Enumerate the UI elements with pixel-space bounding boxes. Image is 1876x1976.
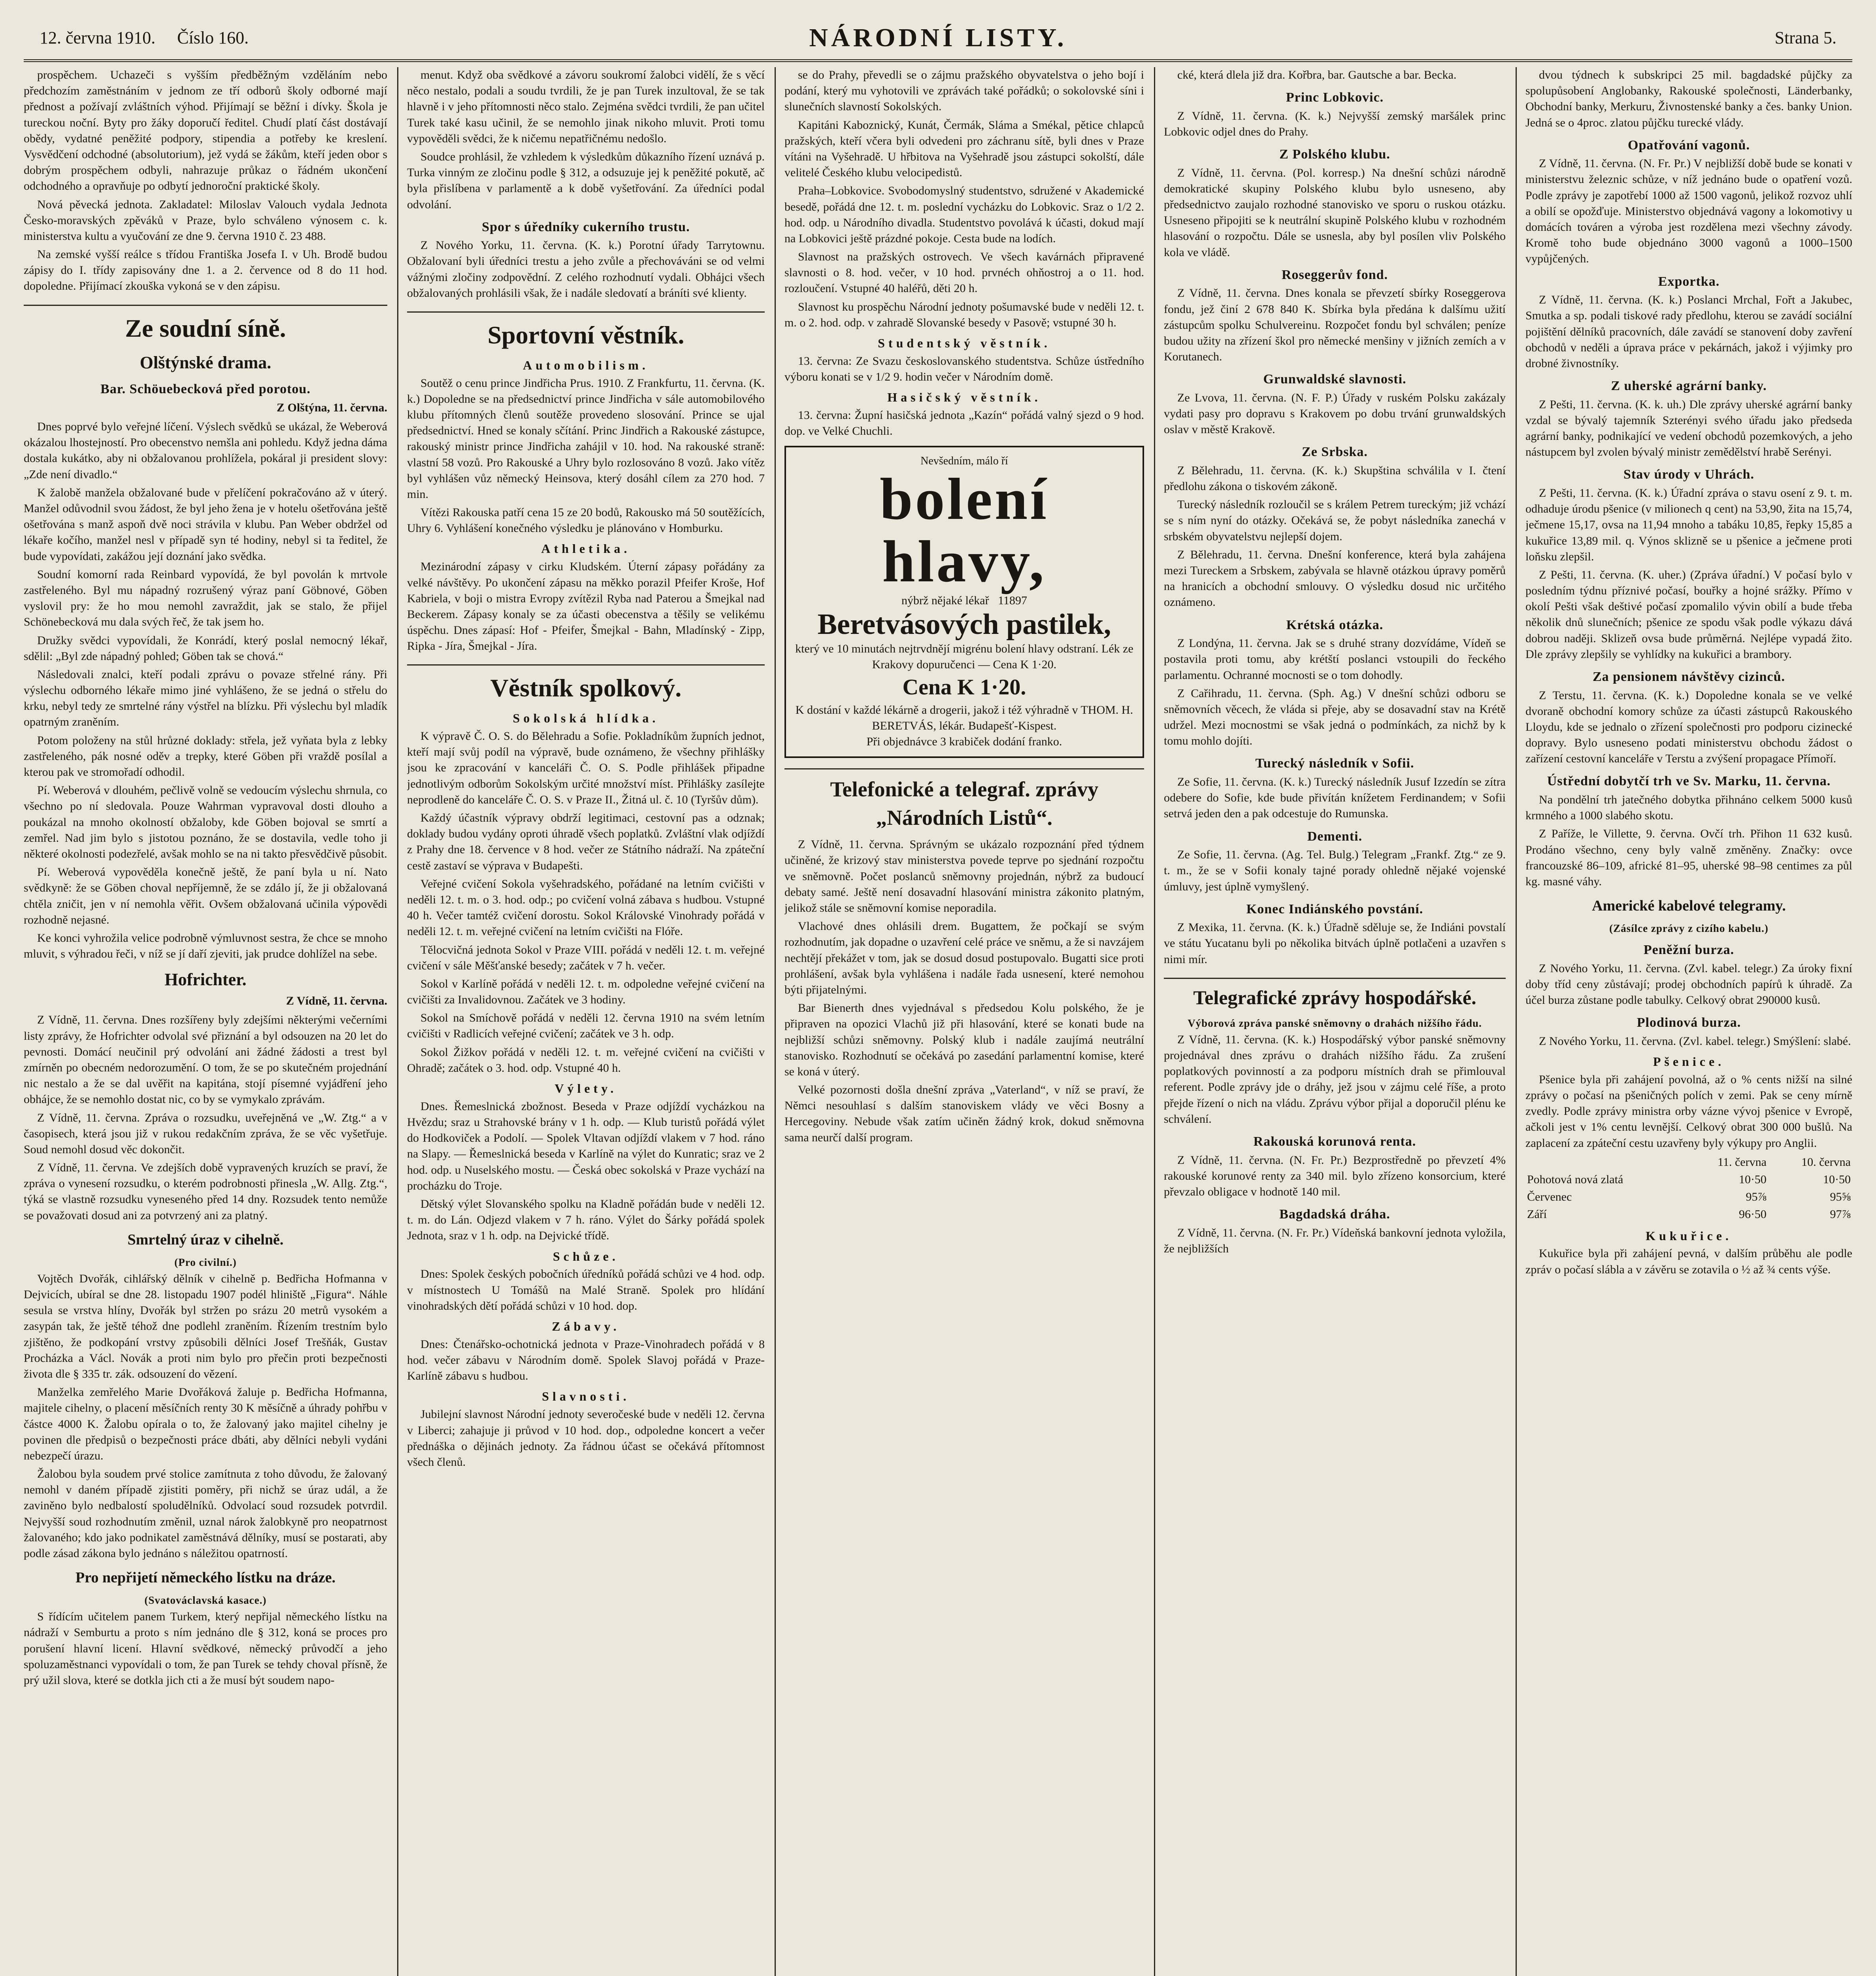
paragraph: Z Paříže, le Villette, 9. června. Ovčí trh. Přihon 11 632 kusů. Prodáno všechno, ceny byly valně změněny. Značky: ovce francouzské 86–109, africké 81–95, uherské 98–98 centimes za půl kg. masné váhy. (1525, 827, 1852, 888)
paragraph: Ze Sofie, 11. června. (K. k.) Turecký následník Jusuf Izzedín se zítra odebere do Sofie, kde bude přivítán knížetem Ferdinandem; v Sofii setrvá jeden den a pak odcestuje do Rumunska. (1164, 775, 1506, 820)
column-2 (407, 67, 765, 1976)
paragraph: Velké pozornosti došla dnešní zpráva „Vaterland“, v níž se praví, že Němci nesouhlasí s dalším stanoviskem vlády ve věci Bosny a Hercegoviny. Nebude však zatím učiněn žádný krok, dokud sněmovna sama neurčí další program. (784, 1083, 1144, 1144)
ad-footer-2: Při objednávce 3 krabiček dodání franko. (866, 735, 1062, 749)
rubric: Plodinová burza. (1637, 1015, 1741, 1030)
paragraph: Soudní komorní rada Reinbard vypovídá, že byl povolán k mrtvole zastřeleného. Byl mu nápadný rozrušený výraz paní Göbnové, Göben vyslovil pry: že ho mou nemohl zavraždit, jak se stalo, že přijel Schönebecková mu dala svých řeč, že tak jsem ho. (24, 568, 387, 629)
rubric: Za pensionem návštěvy cizinců. (1592, 669, 1785, 684)
paragraph: prospěchem. Uchazeči s vyšším předběžným vzděláním nebo předchozím zaměstnáním v jednom ze tří odborů školy odborné mají přednost a požívají zvláštních výhod. Přijímají se běžní i dívky. Škola je tureckou noční. Byty pro žáky doporučí ředitel. Chudí platí část dostávají obědy, vydatné peněžité podpory, stipendia a potřeby ke kreslení. Vysvědčení odchodné (absolutorium), jež vydá se žákům, kteří jeden obor s dobrým prospěchem odbyli, nahrazuje průkaz o řádném ukončení odchodného a opravňuje po odbytí jednoroční praktické školy. (24, 68, 387, 193)
paragraph: 13. června: Župní hasičská jednota „Kazín“ pořádá valný sjezd o 9 hod. dop. ve Velké Chuchli. (784, 409, 1144, 438)
paragraph: Z Pešti, 11. června. (K. k. uh.) Dle zprávy uherské agrární banky vzdal se bývalý tajemník Szterényi svého úřadu jako předseda agrární banky, podnikající ve vedení obchodů pozemkových, a jeho nástupcem byl zvolen bývalý ministr zemědělství hrabě Serényi. (1525, 398, 1852, 459)
rubric: Z Polského klubu. (1279, 147, 1390, 162)
paragraph: Z Vídně, 11. června. (K. k.) Poslanci Mrchal, Fořt a Jakubec, Smutka a sp. podali tiskové rady předlohu, kterou se zavádí sociální pojištění dělníků pracovních, dále zavádí se stanovení doby zavření obchodů v neděli a úprava práce v pekárnách, jakož i výjimky pro drobné živnostníky. (1525, 293, 1852, 370)
paragraph: Z Mexika, 11. června. (K. k.) Úřadně sděluje se, že Indiáni povstalí ve státu Yucatanu byli po několika bitvách úplně potlačeni a uzavřen s nimi mír. (1164, 921, 1506, 966)
paragraph: Ke konci vyhrožila velice podrobně výmluvnost sestra, že chce se mnoho mluvit, s výhradou řeči, v níž se jí daří zjeviti, jak prudce dohlížel na sebe. (24, 931, 387, 961)
paragraph: Z Vídně, 11. června. (N. Fr. Pr.) Bezprostředně po převzetí 4% rakouské korunové renty za 340 mil. bylo zřízeno konsorcium, které převzalo obligace v hodnotě 140 mil. (1164, 1153, 1506, 1198)
paragraph: Dětský výlet Slovanského spolku na Kladně pořádán bude v neděli 12. t. m. do Lán. Odjezd vlakem v 7 h. ráno. Výlet do Šárky pořádá spolek Jednota, sraz v 1 h. odp. na Dejvické třídě. (407, 1197, 765, 1243)
ad-tagline: Nevšedním, málo ří (920, 454, 1008, 467)
paragraph: Vojtěch Dvořák, cihlářský dělník v cihelně p. Bedřicha Hofmanna v Dejvicích, ubíral se dne 28. listopadu 1907 podél hliniště „Figura“. Náhle sesula se vrstva hlíny, Dvořák byl stržen po srázu 20 metrů vysokém a zasypán tak, že ještě téhož dne podlehl zraněním. Řízením trestním bylo zjištěno, že podkopání vrstvy způsobili dělníci Josef Trešňák, Gustav Procházka a Václ. Novák a proti nim bylo pro přečin proti bezpečnosti života dle § 335 tr. zák. odsouzení do vězení. (24, 1272, 387, 1380)
paragraph: Z Pešti, 11. června. (K. k.) Úřadní zpráva o stavu osení z 9. t. m. odhaduje úrodu pšenice (v milionech q cent) na 53,90, žita na 15,74, ječmene 15,17, ovsa na 11,94 mnoho a tabáku 10,85, řepky 15,85 a kukuřice 13,89 mil. q. Výnos sklizně se u pšenice a ječmene proti loňsku zlepšil. (1525, 486, 1852, 563)
paragraph: Z Vídně, 11. června. Správným se ukázalo rozpoznání před týdnem učiněné, že krizový stav ministerstva povede teprve po sjednání rozpočtu ve sněmovně. Počet poslanců sněmovny projednán, nýbrž za budoucí debaty samé. Ještě není dosavadní hlasování ministra zákonito platným, jelikož stále se sněmovní komise neporadila. (784, 838, 1144, 915)
paragraph: Z Vídně, 11. června. (N. Fr. Pr.) Vídeňská bankovní jednota vyložila, že nejbližších (1164, 1226, 1506, 1255)
rubric: Krétská otázka. (1286, 617, 1384, 632)
paragraph: K žalobě manžela obžalované bude v přelíčení pokračováno až v úterý. Manžel odůvodnil svou žádost, že byl jeho žena je v hotelu ošetřována ještě ošetřována s manž aspoň dvě noci strávila v klubu. Pan Weber obdržel od lékaře kočího, manžel nesl v případě syn té hodiny, nebyl si ta ředitel, že bude vypovídati, zakážou její doznání jako svědka. (24, 486, 387, 563)
table-header-row (1525, 1154, 1852, 1171)
date-label: 12. června 1910. (40, 28, 156, 47)
column-rule (775, 67, 776, 1976)
rubric: Roseggerův fond. (1281, 267, 1388, 282)
masthead: NÁRODNÍ LISTY. (809, 23, 1067, 52)
paragraph: Z Bělehradu, 11. června. Dnešní konference, která byla zahájena mezi Tureckem a Srbskem, zabývala se hlavně otázkou úpravy poměrů na hranicích a obchodní smlouvy. O výsledku dosud nic určitého oznámeno. (1164, 548, 1506, 609)
paragraph: Na pondělní trh jatečného dobytka přihnáno celkem 5000 kusů krmného a 1000 slabého skotu. (1525, 793, 1852, 822)
rubric: Sokolská hlídka. (513, 711, 659, 726)
rubric: Pšenice. (1653, 1054, 1725, 1069)
paragraph: Sokol Žižkov pořádá v neděli 12. t. m. veřejné cvičení na cvičišti v Ohradě; začátek o 3. hod. odp. Vstupné 40 h. (407, 1045, 765, 1075)
paragraph: Následovali znalci, kteří podali zprávu o povaze střelné rány. Při výslechu odborného lékaře mimo jiné vyhlášeno, že se jedná o střelu do krku, nebyl tedy ze smrtelné rány výstřel na blízku. Při výslechu byl mladík opatrným zraněním. (24, 667, 387, 729)
table-cell: 95⅞ (1746, 1190, 1767, 1204)
table-cell: Září (1527, 1208, 1547, 1221)
paragraph: Jubilejní slavnost Národní jednoty severočeské bude v neděli 12. června v Liberci; zahajuje ji průvod v 10 hod. dop., odpoledne koncert a večer přednáška o dějinách jednoty. Za řádnou účast se očekává přítomnost všech členů. (407, 1408, 765, 1469)
paragraph: Ze Sofie, 11. června. (Ag. Tel. Bulg.) Telegram „Frankf. Ztg.“ ze 9. t. m., že se v Sofii konaly tajné porady ohledně nějaké vojenské úmluvy, jest úplně vymyšlený. (1164, 848, 1506, 893)
rubric: Kukuřice. (1646, 1228, 1732, 1243)
article-subtitle: Výborová zpráva panské sněmovny o drahách nižšího řádu. (1188, 1017, 1482, 1029)
paragraph: Dnes: Spolek českých pobočních úředníků pořádá schůzi ve 4 hod. odp. v místnostech U Tomášů na Malé Straně. Spolek pro hlídání vinohradských dětí pořádá schůzi v 10 hod. dop. (407, 1267, 765, 1312)
paragraph: Pí. Weberová v dlouhém, pečlivě volně se vedoucím výslechu shrnula, co všechno po ní sledovala. Pouze Wahrman vypravoval dosti dlouho a poukázal na mnoho okolností obžaloby, kde Göben bojoval se smrtí a zemřel. Nad jim bylo s jistotou poznáno, že se dostavila, vedle toho ji některé okolnosti podezřelé, avšak mohlo se na ni takto přesvědčivě působit. (24, 784, 387, 860)
section-title: Telefonické a telegraf. zprávy „Národních Listů“. (784, 768, 1144, 832)
paragraph: 13. června: Ze Svazu českoslovanského studentstva. Schůze ústředního výboru konati se v 1/2 9. hodin večer v Národním domě. (784, 354, 1144, 384)
table-header-cell: 10. června (1801, 1155, 1851, 1169)
column-3 (784, 67, 1144, 1976)
section-title: Sportovní věstník. (407, 311, 765, 352)
table-row (1525, 1171, 1852, 1188)
paragraph: Z Vídně, 11. června. Dnes rozšířeny byly zdejšími některými večerními listy zprávy, že Hofrichter odvolal své přiznání a byl odsouzen na 20 let do pevnosti. Domácí neučinil prý odvolání ani žádné žádosti a trest byl zmírněn po obecném nedorozumění. O tom, že se po skutečném projednání nic nestalo a že se dal uvěřit na kapitána, stojí písemné vyjádření jeho obhájce, že se nemohlo dostat nic, co by se vymykalo zprávám. (24, 1013, 387, 1106)
article-title: Olštýnské drama. (140, 353, 272, 373)
paragraph: Z Nového Yorku, 11. června. (Zvl. kabel. telegr.) Za úroky fixní doby tříd ceny zůstávají; prodej obchodních papírů k úhradě. Za účel burza zůstane podle tabulky. Celkový obrat 290000 kusů. (1525, 962, 1852, 1007)
issue-number: Číslo 160. (177, 28, 249, 47)
table-row (1525, 1188, 1852, 1206)
paragraph: Z Vídně, 11. června. (K. k.) Hospodářský výbor panské sněmovny projednával dnes zprávu o drahách nižšího řádu. Za zrušení poplatkových povinností a za podporu místních drah se přimlouval referent. Podle zprávy jde o dráhy, jež jsou v zájmu celé říše, a proto přejde řízení o nich na vládu. Zprávu výbor přijal a doporučil plénu ke schválení. (1164, 1033, 1506, 1126)
rubric: Slavnosti. (542, 1389, 630, 1404)
rubric: Opatřování vagonů. (1628, 138, 1750, 153)
paragraph: Z Vídně, 11. června. (Pol. korresp.) Na dnešní schůzi národně demokratické skupiny Polského klubu bylo usneseno, aby předsednictvo zaujalo rozhodné stanovisko ve sporu o ruskou otázku. Usneseno připojiti se k neutrální skupině Polského klubu v rozhodném hlasování o rozpočtu. Dále se usnesla, aby byl posílen vliv Polského kola ve vládě. (1164, 166, 1506, 259)
rubric: Grunwaldské slavnosti. (1263, 372, 1407, 387)
paragraph: menut. Když oba svědkové a závoru soukromí žalobci vidělí, že s věcí něco nestalo, podali a soudu tvrdili, že je pan Turek inzultoval, že se tak hlavně i v jeho přítomnosti něco stalo. Zejména svědci tvrdili, že pan učitel Turek také kasu učinil, že se nemohlo jinak nikoho mluvit. Proti tomu vypověděli svědci, že k ničemu nepatřičnému nedošlo. (407, 68, 765, 145)
paragraph: Z Cařihradu, 11. června. (Sph. Ag.) V dnešní schůzi odboru se sněmovních věcech, že vláda si přeje, aby se dosavadní stav na Krétě udržel. Mezi mocnostmi se však jedná o podmínkách, za nichž by k tomu mohlo dojíti. (1164, 686, 1506, 748)
article-title: Spor s úředníky cukerního trustu. (482, 219, 690, 234)
paragraph: Z Bělehradu, 11. června. (K. k.) Skupština schválila v I. čtení předlohu zákona o tiskovém zákoně. (1164, 464, 1506, 493)
table-cell: 96·50 (1738, 1208, 1767, 1221)
table-header-cell (1525, 1154, 1685, 1171)
paragraph: Vítězi Rakouska patří cena 15 ze 20 bodů, Rakousko má 50 soutěžících, Uhry 6. Vyhlášení konečného výsledku je plánováno v Homburku. (407, 506, 765, 535)
ad-line-text: nýbrž nějaké lékař (901, 594, 989, 607)
paragraph: Z Terstu, 11. června. (K. k.) Dopoledne konala se ve velké dvoraně obchodní komory schůze za účasti zástupců Rakouského Lloydu, kde se jednalo o zřízení společnosti pro podporu cizinecké dopravy. Bylo usneseno podati ministerstvu obchodu žádost o zařízení cestovní kanceláře v Terstu a zvýšení propagace Přímoří. (1525, 688, 1852, 766)
rubric: Ze Srbska. (1302, 445, 1368, 460)
paragraph: Žalobou byla soudem prvé stolice zamítnuta z toho důvodu, že žalovaný nemohl v daném případě zjistiti poměry, při nichž se úraz udál, a že zaviněno bylo nedbalostí spoludělníků. Odvolací soud rozsudek potvrdil. Nejvyšší soud rozhodnutím změnil, uznal nárok žalobkyně pro neopatrnost žalovaného; kdo jako podnikatel zaměstnává dělníky, musí se postarati, aby podle zásad zákona bylo jednáno s náležitou opatrností. (24, 1467, 387, 1560)
paragraph: Z Nového Yorku, 11. června. (Zvl. kabel. telegr.) Smýšlení: slabé. (1539, 1034, 1851, 1048)
rubric: Automobilism. (523, 358, 649, 372)
paragraph: Manželka zemřelého Marie Dvořáková žaluje p. Bedřicha Hofmanna, majitele cihelny, o placení měsíčních renty 30 K měsíčně a úhrady pohřbu v částce 4000 K. Žalobu opírala o to, že žalovaný jako majitel cihelny je povinen dle předpisů o bezpečnosti práce dbáti, aby dělníci nebyli vydáni nebezpečí úrazu. (24, 1386, 387, 1462)
page-header (24, 16, 1852, 62)
paragraph: Kapitáni Kaboznický, Kunát, Čermák, Sláma a Smékal, pětice chlapců pražských, kteří včera byli odvedeni pro záchranu sítě, byli dnes v Praze vítáni na Vyšehradě. U hřbitova na Vyšehradě jsou zástupci sokolští, dále velitelé Českého klubu velocipedistů. (784, 118, 1144, 179)
dateline: Z Vídně, 11. června. (286, 994, 387, 1008)
paragraph: Sokol v Karlíně pořádá v neděli 12. t. m. odpoledne veřejné cvičení na cvičišti za Invalidovnou. Začátek ve 3 hodiny. (407, 977, 765, 1007)
table-cell: Pohotová nová zlatá (1527, 1173, 1623, 1186)
paragraph: cké, která dlela již dra. Kořbra, bar. Gautsche a bar. Becka. (1177, 68, 1457, 81)
paragraph: Z Vídně, 11. června. Ve zdejších době vypravených kruzích se praví, že zpráva o vynesení rozsudku, o kterém podrobnosti přinesla „W. Allg. Ztg.“, týká se vlastně rozsudku vyneseného před 14 dny. Rozsudek tento nemůže se považovati dosud ani za potvrzený ani za platný. (24, 1161, 387, 1222)
page-number: Strana 5. (1774, 28, 1836, 47)
paragraph: Družky svědci vypovídali, že Konrádí, který poslal nemocný lékař, sdělil: „Byl zde nápadný pohled; Göben tak se chová.“ (24, 634, 387, 663)
paragraph: Slavnost na pražských ostrovech. Ve všech kavárnách připravené slavnosti o 8. hod. večer, v 10 hod. prvnéch ohňostroj a o 11. hod. rozloučení. Vstupné 40 haléřů, děti 20 h. (784, 250, 1144, 295)
table-cell: 97⅞ (1830, 1208, 1851, 1221)
column-1 (24, 67, 387, 1976)
rubric: Exportka. (1658, 274, 1720, 289)
paragraph: S řídícím učitelem panem Turkem, který nepřijal německého lístku na nádraží v Semburtu a proto s ním jednáno dle § 312, koná se proces pro porušení hlavní licení. Hlavní svědkové, německý průvodčí a jeho spoluzaměstnanci vypovídali o tom, že pan Turek se tehdy choval přísně, že prý užil slova, které se dotkla jich cti a že musí být soudem napo- (24, 1610, 387, 1687)
ad-code: 11897 (998, 594, 1027, 607)
section-title: Telegrafické zprávy hospodářské. (1164, 978, 1506, 1011)
paragraph: Vlachové dnes ohlásili drem. Bugattem, že počkají se svým rozhodnutím, jak dopadne o uzavření celé práce ve sněmu, a že si navzájem nechtějí překážet v tom, jak se dosud dosud postupovalo. Bugatti sice proti prohlášení, avšak byla vyhlášena i nadále řada usnesení, které nemohou býti přijatelnými. (784, 920, 1144, 996)
paragraph: Z Vídně, 11. června. (N. Fr. Pr.) V nejbližší době bude se konati v ministerstvu železnic schůze, v níž jednáno bude o opatření vozů. Podle zprávy je zapotřebí 1000 až 1500 vagonů, jelikož rozvoz uhlí a obilí se opožďuje. Ministerstvo objednává vagony a lokomotivy u domácích továren a výroba jest rozdělena mezi všechny závody. Kromě toho bude objednáno 3000 vagonů a 1000–1500 vypůjčených. (1525, 157, 1852, 266)
paragraph: Kukuřice byla při zahájení pevná, v dalším průběhu ale podle zpráv o počasí slábla a v závěru se zotavila o ½ až ¾ cents výše. (1525, 1247, 1852, 1276)
article-subtitle: (Pro civilní.) (174, 1256, 237, 1268)
table-cell: 95⅝ (1830, 1190, 1851, 1204)
paragraph: Potom položeny na stůl hrůzné doklady: střela, jež vyňata byla z lebky zastřeleného, pák nosné oděv a trepky, které Göben při vraždě posílal a kterou pak ve stromořadí odhodil. (24, 733, 387, 779)
paragraph: Slavnost ku prospěchu Národní jednoty pošumavské bude v neděli 12. t. m. o 2. hod. odp. v zahradě Slovanské besedy v Pasově; vstupné 30 h. (784, 300, 1144, 329)
paragraph: Dnes. Řemeslnická zbožnost. Beseda v Praze odjíždí vycházkou na Hvězdu; sraz u Strahovské brány v 1 h. odp. — Klub turistů pořádá výlet do Hodkoviček a Podolí. — Spolek Vltavan odjíždí vlakem v 7 hod. ráno na Slapy. — Řemeslnická beseda v Karlíně na výlet do Kunratic; sraz ve 2 hod. odp. u Nuselského mostu. — Česká obec sokolská v Praze vychází na procházku do Troje. (407, 1099, 765, 1192)
rubric: Výlety. (554, 1081, 617, 1096)
rubric: Peněžní burza. (1643, 943, 1735, 958)
rubric: Zábavy. (552, 1319, 620, 1334)
paragraph: Soutěž o cenu prince Jindřicha Prus. 1910. Z Frankfurtu, 11. června. (K. k.) Dopoledne se na předsednictví prince Jindřicha v sále automobilového klubu přítomných členů soutěže provedeno slosování. Prince se ujal předsednictví. Hned se konaly sčítání. Princ Jindřich a Rakouské zástupce, rakouský ministr prince Jindřicha zahájil v 10. hod. Na rakouské straně: vlastní 58 vozů. Pro Rakouské a Uhry bylo rozlosováno 8 vozů. Jako vítěz byl vyhlášen vůz německý Heinsova, který dosáhl cílem za 270 hod. 7 min. (407, 376, 765, 501)
rubric: Schůze. (553, 1249, 619, 1263)
rubric: Z uherské agrární banky. (1611, 379, 1767, 394)
price-table (1525, 1154, 1852, 1224)
column-4 (1164, 67, 1506, 1976)
rubric: Bagdadská dráha. (1279, 1207, 1390, 1222)
advertisement (784, 446, 1144, 758)
paragraph: Z Nového Yorku, 11. června. (K. k.) Porotní úřady Tarrytownu. Obžalovaní byli úředníci trestu a jeho zvůle a přechováváni se od velmi vážnými zločiny zodpovědní. Z celého rozhodnutí vydali. Obhájci všech obžalovaných prohlásili však, že i nadále sledovatí a bráníti své klienty. (407, 239, 765, 300)
article-subtitle: (Zásílce zprávy z cizího kabelu.) (1609, 922, 1769, 935)
paragraph: Bar Bienerth dnes vyjednával s předsedou Kolu polského, že je připraven na opozici Vlachů již při hlasování, které se konati bude na nejbližší schůzi sněmovny. Polský klub i nadále zaujímá neutrální stanovisko. Rozhodnutí se očekává po zasedání parlamentní komise, které se koná v úterý. (784, 1001, 1144, 1078)
paragraph: Z Vídně, 11. června. (K. k.) Nejvyšší zemský maršálek princ Lobkovic odjel dnes do Prahy. (1164, 109, 1506, 138)
rubric: Dementi. (1307, 829, 1363, 844)
paragraph: Z Pešti, 11. června. (K. uher.) (Zpráva úřadní.) V počasí bylo v posledním týdnu příznivé počasí, bouřky a hojné srážky. Přímo v okolí Pešti však deštivé počasí zpomalilo vývin obilí a bude třeba několik dnů slunečních; pšenice ze spodu však podle výkazu dává dobrou naději. Sklizeň ovsa bude průměrná. Nejlépe vypadá žito. Dle zprávy zlepšily se vyhlídky na kukuřici a brambory. (1525, 568, 1852, 661)
paragraph: Pšenice byla při zahájení povolná, až o % cents nižší na silné zprávy o počasí na pšeničných polích v zemi. Pak se ceny mírně zvedly. Podle zprávy ministra orby vázne vývoj pšenice v Evropě, ačkoli jest v 1% centu levnější. Celkový obrat 300 000 bušlů. Na zaplacení za zpáteční cestu uzavřeny byly výkupy pro Anglii. (1525, 1073, 1852, 1150)
paragraph: Dnes poprvé bylo veřejné líčení. Výslech svědků se ukázal, že Weberová okázalou lhostejností. Pro obecenstvo nemšla ani pohledu. Když jedna dáma dostala kukátko, aby ni obžalovanou prohlížela, pokáral ji president slovy: „Zde není divadlo.“ (24, 420, 387, 481)
dateline: Z Olštýna, 11. června. (276, 401, 387, 414)
rubric: Princ Lobkovic. (1286, 90, 1384, 105)
rubric: Athletika. (541, 541, 631, 556)
section-title: Ze soudní síně. (24, 305, 387, 345)
ad-line (793, 593, 1135, 609)
paragraph: Dnes: Čtenářsko-ochotnická jednota v Praze-Vinohradech pořádá v 8 hod. večer zábavu v Národním domě. Spolek Slavoj pořádá v Praze-Karlíně zábavu s hudbou. (407, 1337, 765, 1383)
rubric: Konec Indiánského povstání. (1246, 901, 1423, 916)
paragraph: Pí. Weberová vypověděla konečně ještě, že paní byla u ní. Nato svědkyně: že se Göben choval nepříjemně, že se zdálo jí, že ji obžalovaná chtěla zničit, jen v ní nemohla věřit. Ovšem obžalovaná učinila výpovědi rozhodně nejasné. (24, 865, 387, 926)
rubric: Ústřední dobytčí trh ve Sv. Marku, 11. června. (1547, 774, 1831, 789)
column-rule (1154, 67, 1155, 1976)
paragraph: Praha–Lobkovice. Svobodomyslný studentstvo, sdružené v Akademické besedě, pořádá dne 12. t. m. poslední vycházku do Lobkovic. Sraz o 1/2 2. hod. odp. u Národního divadla. Studentstvo povolává k účasti, dokud mají na Lobkovici ještě prázdné pokoje. Cesta bude na lodích. (784, 184, 1144, 245)
paragraph: Sokol na Smíchově pořádá v neděli 12. června 1910 na svém letním cvičišti v Radlicích veřejné cvičení; začátek ve 3 h. odp. (407, 1011, 765, 1041)
article-title: Americké kabelové telegramy. (1592, 897, 1786, 914)
rubric: Turecký následník v Sofii. (1255, 756, 1414, 771)
ad-price: Cena K 1·20. (902, 675, 1026, 700)
paragraph: se do Prahy, převedli se o zájmu pražského obyvatelstva o jeho bojí i podání, který mu vyhotovili ve zprávách také pořádků; o sokolovské síni i slunečních slavností Sokolských. (784, 68, 1144, 113)
article-title: Smrtelný úraz v cihelně. (127, 1231, 284, 1248)
ad-headline: bolení hlavy, (880, 466, 1049, 594)
paragraph: Ze Lvova, 11. června. (N. F. P.) Úřady v ruském Polsku zakázaly vydati pasy pro dopravu s Krakovem po dobu trvání grunwaldských oslav v městě Krakově. (1164, 391, 1506, 436)
table-header-cell: 11. června (1718, 1155, 1767, 1169)
table-cell: 10·50 (1738, 1173, 1767, 1186)
paragraph: dvou týdnech k subskripci 25 mil. bagdadské půjčky za spolupůsobení Anglobanky, Rakouské společnosti, Länderbanky, Obchodní banky, Merkuru, Živnostenské banky a čes. banky Union. Jedná se o 4proc. zlatou půjčku turecké vlády. (1525, 68, 1852, 129)
table-cell: Červenec (1527, 1190, 1572, 1204)
section-title: Věstník spolkový. (407, 664, 765, 705)
paragraph: Z Vídně, 11. června. Zpráva o rozsudku, uveřejněná ve „W. Ztg.“ a v časopisech, která jsou již v rukou redakčním zpráva, že se věc vyšetřuje. Soud nemohl dosud věc dokončit. (24, 1111, 387, 1156)
ad-footer: K dostání v každé lékárně a drogerii, jakož i též výhradně v THOM. H. BERETVÁS, lékár. Budapešť-Kispest. (795, 703, 1133, 733)
paragraph: Veřejné cvičení Sokola vyšehradského, pořádané na letním cvičišti v neděli 12. t. m. o 3. hod. odp.; po cvičení volná zábava s hudbou. Vstupné 40 h. Večer tamtéž cvičení dorostu. Sokol Královské Vinohrady pořádá v neděli 12. t. m. veřejné cvičení na letním cvičišti na Flóře. (407, 877, 765, 938)
table-cell: 10·50 (1823, 1173, 1851, 1186)
paragraph: Mezinárodní zápasy v cirku Kludském. Úterní zápasy pořádány za velké návštěvy. Po ukončení zápasu na měkko porazil Pfeifer Kroše, Hof Kabriela, v boji o mistra Evropy zvítězil Ryba nad Paterou a Šmejkal nad Beckerem. Zápasy konaly se za účasti obecenstva a těšily se velikému úspěchu. Dnes zápasí: Hof - Pfeifer, Šmejkal - Bahn, Mladínský - Zipp, Ripka - Jíra, Šmejkal - Jíra. (407, 560, 765, 653)
paragraph: Turecký následník rozloučil se s králem Petrem tureckým; již vchází se s ním nyní do otázky. Očekává se, že pobyt následníka zanechá v srbském obyvatelstvu nejlepší dojem. (1164, 498, 1506, 543)
table-row (1525, 1206, 1852, 1223)
paragraph: Z Vídně, 11. června. Dnes konala se převzetí sbírky Roseggerova fondu, jež činí 2 678 840 K. Sbírka byla předána k dalšímu užití zástupcům spolku Schulvereinu. Rozpočet fondu byl schválen; peníze budou užity na zřízení škol pro německé menšiny v jižních zemích a v Korutanech. (1164, 287, 1506, 364)
ad-body: který ve 10 minutách nejtrvdnějí migrénu bolení hlavy odstraní. Lék ze Krakovy dopuručenci — Cena K 1·20. (795, 642, 1133, 671)
paragraph: Z Londýna, 11. června. Jak se s druhé strany dozvídáme, Vídeň se postavila proti tomu, aby krétští poslanci vstoupili do řeckého parlamentu. Ochranné mocnosti se o tom dohodly. (1164, 637, 1506, 682)
rubric: Rakouská korunová renta. (1253, 1134, 1416, 1149)
article-subtitle: Bar. Schöuebecková před porotou. (100, 382, 311, 397)
article-title: Hofrichter. (164, 970, 247, 990)
paragraph: Každý účastník výpravy obdrží legitimaci, cestovní pas a odznak; doklady budou vydány oproti úhradě všech poplatků. Zvláštní vlak odjíždí z Prahy dne 18. července v 8 hod. večer ze Státního nádraží. Na zpáteční cestě zastaví se výprava v Budapešti. (407, 811, 765, 872)
rubric: Studentský věstník. (878, 336, 1051, 350)
column-rule (397, 67, 398, 1976)
paragraph: Tělocvičná jednota Sokol v Praze VIII. pořádá v neděli 12. t. m. veřejné cvičení v sále Měšťanské besedy; začátek v 7 h. večer. (407, 943, 765, 972)
column-rule (1516, 67, 1517, 1976)
rubric: Stav úrody v Uhrách. (1623, 467, 1755, 482)
article-title: Pro nepřijetí německého lístku na dráze. (75, 1569, 336, 1586)
column-5 (1525, 67, 1852, 1976)
rubric: Hasičský věstník. (887, 390, 1041, 405)
paragraph: Na zemské vyšší reálce s třídou Františka Josefa I. v Uh. Brodě budou zápisy do I. třídy zapisovány dne 1. a 2. července od 8 do 11 hod. dopoledne. Přijímací zkouška vykoná se v den zápisu. (24, 248, 387, 293)
article-subtitle: (Svatováclavská kasace.) (144, 1594, 267, 1606)
ad-product: Beretvásových pastilek, (817, 608, 1111, 641)
paragraph: Soudce prohlásil, že vzhledem k výsledkům důkazního řízení uznává p. Turka vinným ze zločinu podle § 312, a odsuzuje jej k peněžité pokutě, ač byla přislíbena v parlamentě a k době vyšetřování. Za úředníci podal odvolání. (407, 150, 765, 211)
paragraph: Nová pěvecká jednota. Zakladatel: Miloslav Valouch vydala Jednota Česko-moravských zpěváků v Praze, bylo schváleno výnosem c. k. ministerstva kultu a vyučování ze dne 9. června 1910 č. 23 488. (24, 198, 387, 243)
paragraph: K výpravě Č. O. S. do Bělehradu a Sofie. Pokladníkům župních jednot, kteří mají svůj podíl na výpravě, bude oznámeno, že všechny přihlášky jsou ke zpracování v kanceláři Č. O. S. Podle přihlášek připadne jednotlivým odborům Sokolským určité množství míst. Přihlášky zasílejte neprodleně do kanceláře Č. O. S. v Praze II., Žitná ul. č. 10 (Tyršův dům). (407, 730, 765, 806)
